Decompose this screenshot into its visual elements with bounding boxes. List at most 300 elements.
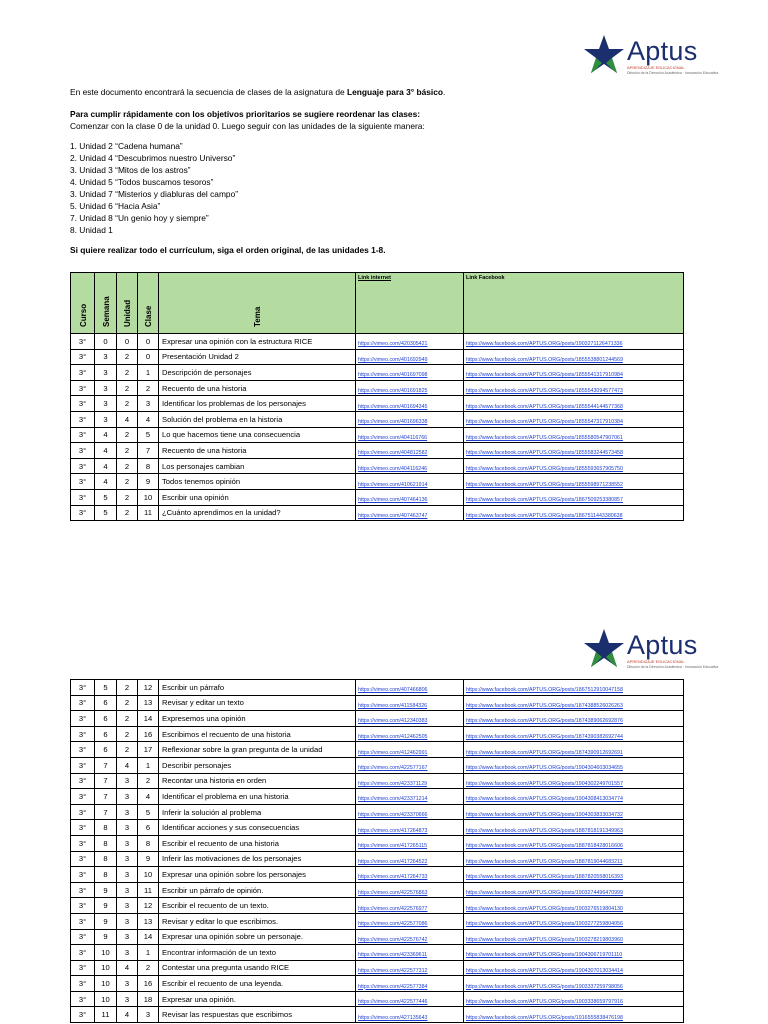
vimeo-link[interactable]: https://vimeo.com/422577384 xyxy=(358,983,428,990)
cell-link-facebook xyxy=(464,976,684,992)
cell-tema: Expresemos una opinión xyxy=(159,711,356,727)
cell-unidad: 2 xyxy=(117,505,138,521)
cell-tema: Recuento de una historia xyxy=(159,380,356,396)
cell-tema: Identificar los problemas de los personajes xyxy=(159,396,356,412)
cell-curso: 3° xyxy=(71,976,95,992)
cell-unidad: 3 xyxy=(117,913,138,929)
cell-link-internet xyxy=(356,365,464,381)
facebook-link[interactable]: https://www.facebook.com/APTUS.ORG/posts/1887818191349963 xyxy=(466,827,623,834)
cell-link-facebook xyxy=(464,882,684,898)
vimeo-link[interactable]: https://vimeo.com/401696338 xyxy=(358,419,428,426)
cell-clase: 9 xyxy=(138,851,159,867)
cell-link-facebook xyxy=(464,365,684,381)
cell-tema: Escribir un párrafo de opinión. xyxy=(159,882,356,898)
cell-link-internet xyxy=(356,851,464,867)
cell-link-internet xyxy=(356,349,464,365)
cell-unidad: 4 xyxy=(117,1007,138,1023)
cell-semana: 5 xyxy=(95,505,117,521)
cell-curso: 3° xyxy=(71,411,95,427)
cell-clase: 5 xyxy=(138,427,159,443)
cell-link-facebook xyxy=(464,380,684,396)
facebook-link[interactable]: https://www.facebook.com/APTUS.ORG/posts/1887820558016393 xyxy=(466,874,623,881)
unit-order-item: 5. Unidad 6 “Hacia Asia” xyxy=(70,201,161,211)
cell-semana: 3 xyxy=(95,380,117,396)
cell-unidad: 2 xyxy=(117,427,138,443)
cell-semana: 6 xyxy=(95,742,117,758)
cell-semana: 4 xyxy=(95,458,117,474)
facebook-link[interactable]: https://www.facebook.com/APTUS.ORG/posts/1887818428016606 xyxy=(466,843,623,850)
facebook-link[interactable]: https://www.facebook.com/APTUS.ORG/posts/1904306719701110 xyxy=(466,952,623,959)
cell-curso: 3° xyxy=(71,680,95,696)
cell-link-internet xyxy=(356,443,464,459)
cell-clase: 16 xyxy=(138,726,159,742)
vimeo-link[interactable]: https://vimeo.com/423371214 xyxy=(358,796,428,803)
cell-unidad: 2 xyxy=(117,680,138,696)
cell-clase: 18 xyxy=(138,991,159,1007)
cell-link-facebook xyxy=(464,680,684,696)
table-row xyxy=(71,349,684,365)
header-link-internet: Link internet xyxy=(356,273,464,334)
vimeo-link[interactable]: https://vimeo.com/412340383 xyxy=(358,718,428,725)
vimeo-link[interactable]: https://vimeo.com/404812582 xyxy=(358,450,428,457)
facebook-link[interactable]: https://www.facebook.com/APTUS.ORG/posts/1903274496470999 xyxy=(466,890,623,897)
cell-semana: 7 xyxy=(95,773,117,789)
vimeo-link[interactable]: https://vimeo.com/422577167 xyxy=(358,765,428,772)
cell-clase: 7 xyxy=(138,443,159,459)
cell-link-facebook xyxy=(464,960,684,976)
cell-curso: 3° xyxy=(71,773,95,789)
table-row xyxy=(71,929,684,945)
facebook-link[interactable]: https://www.facebook.com/APTUS.ORG/posts/1874389062692876 xyxy=(466,718,623,725)
table-row xyxy=(71,695,684,711)
cell-unidad: 3 xyxy=(117,820,138,836)
vimeo-link[interactable]: https://vimeo.com/427135643 xyxy=(358,1014,428,1021)
facebook-link[interactable]: https://www.facebook.com/APTUS.ORG/posts/1904308413034774 xyxy=(466,796,623,803)
cell-semana: 9 xyxy=(95,929,117,945)
unit-order-item: 4. Unidad 5 “Todos buscamos tesoros” xyxy=(70,177,214,187)
cell-link-internet xyxy=(356,411,464,427)
vimeo-link[interactable]: https://vimeo.com/401692949 xyxy=(358,356,428,363)
vimeo-link[interactable]: https://vimeo.com/404116246 xyxy=(358,466,428,473)
cell-link-facebook xyxy=(464,334,684,350)
vimeo-link[interactable]: https://vimeo.com/422576977 xyxy=(358,905,428,912)
cell-semana: 5 xyxy=(95,680,117,696)
cell-link-facebook xyxy=(464,1007,684,1023)
cell-unidad: 3 xyxy=(117,976,138,992)
vimeo-link[interactable]: https://vimeo.com/422576863 xyxy=(358,890,428,897)
facebook-link[interactable]: https://www.facebook.com/APTUS.ORG/posts/1867511443380638 xyxy=(466,512,623,519)
table-row xyxy=(71,991,684,1007)
cell-link-facebook xyxy=(464,711,684,727)
cell-tema: Revisar las respuestas que escribimos xyxy=(159,1007,356,1023)
facebook-link[interactable]: https://www.facebook.com/APTUS.ORG/posts/1904303833034732 xyxy=(466,812,623,819)
cell-clase: 4 xyxy=(138,789,159,805)
facebook-link[interactable]: https://www.facebook.com/APTUS.ORG/posts/1916555838476198 xyxy=(466,1014,623,1021)
cell-link-internet xyxy=(356,960,464,976)
cell-semana: 10 xyxy=(95,976,117,992)
cell-semana: 10 xyxy=(95,991,117,1007)
star-logo-icon xyxy=(582,627,626,671)
table-row xyxy=(71,726,684,742)
cell-semana: 8 xyxy=(95,851,117,867)
unit-order-list xyxy=(70,140,710,236)
facebook-link[interactable]: https://www.facebook.com/APTUS.ORG/posts/1855547317910384 xyxy=(466,419,623,426)
cell-tema: Escribir un párrafo xyxy=(159,680,356,696)
table-row xyxy=(71,898,684,914)
cell-curso: 3° xyxy=(71,867,95,883)
cell-curso: 3° xyxy=(71,804,95,820)
cell-curso: 3° xyxy=(71,913,95,929)
cell-unidad: 2 xyxy=(117,489,138,505)
cell-curso: 3° xyxy=(71,396,95,412)
cell-curso: 3° xyxy=(71,443,95,459)
vimeo-link[interactable]: https://vimeo.com/417264522 xyxy=(358,858,428,865)
cell-semana: 7 xyxy=(95,804,117,820)
cell-link-internet xyxy=(356,773,464,789)
cell-curso: 3° xyxy=(71,945,95,961)
cell-curso: 3° xyxy=(71,365,95,381)
cell-tema: Revisar y editar lo que escribimos. xyxy=(159,913,356,929)
logo-wordmark: Aptus xyxy=(627,36,698,66)
cell-tema: Lo que hacemos tiene una consecuencia xyxy=(159,427,356,443)
cell-tema: Reflexionar sobre la gran pregunta de la unidad xyxy=(159,742,356,758)
class-table-page-1 xyxy=(70,272,684,521)
cell-clase: 14 xyxy=(138,711,159,727)
cell-link-internet xyxy=(356,489,464,505)
facebook-link[interactable]: https://www.facebook.com/APTUS.ORG/posts/1903277259804056 xyxy=(466,921,623,928)
cell-semana: 7 xyxy=(95,789,117,805)
table-row xyxy=(71,334,684,350)
vimeo-link[interactable]: https://vimeo.com/417264873 xyxy=(358,827,428,834)
cell-clase: 1 xyxy=(138,945,159,961)
logo-subtag: Difusión de la Dirección Académica · Innovación Educativa xyxy=(627,665,719,669)
facebook-link[interactable]: https://www.facebook.com/APTUS.ORG/posts/1874388526026263 xyxy=(466,702,623,709)
header-curso: Curso xyxy=(71,273,95,334)
cell-semana: 8 xyxy=(95,820,117,836)
cell-curso: 3° xyxy=(71,505,95,521)
table-row xyxy=(71,913,684,929)
cell-clase: 10 xyxy=(138,867,159,883)
cell-clase: 2 xyxy=(138,960,159,976)
vimeo-link[interactable]: https://vimeo.com/423369611 xyxy=(358,952,428,959)
unit-order-item: 2. Unidad 4 “Descubrimos nuestro Universo” xyxy=(70,153,236,163)
header-tema: Tema xyxy=(159,273,356,334)
cell-clase: 1 xyxy=(138,757,159,773)
cell-curso: 3° xyxy=(71,458,95,474)
cell-unidad: 3 xyxy=(117,991,138,1007)
table-row xyxy=(71,458,684,474)
facebook-link[interactable]: https://www.facebook.com/APTUS.ORG/posts/1904304603034655 xyxy=(466,765,623,772)
cell-curso: 3° xyxy=(71,695,95,711)
cell-unidad: 3 xyxy=(117,898,138,914)
cell-clase: 5 xyxy=(138,804,159,820)
cell-curso: 3° xyxy=(71,474,95,490)
vimeo-link[interactable]: https://vimeo.com/404116766 xyxy=(358,434,428,441)
cell-semana: 10 xyxy=(95,960,117,976)
cell-tema: Encontrar información de un texto xyxy=(159,945,356,961)
vimeo-link[interactable]: https://vimeo.com/422577086 xyxy=(358,921,428,928)
cell-link-facebook xyxy=(464,991,684,1007)
cell-tema: Expresar una opinión sobre los personajes xyxy=(159,867,356,883)
cell-link-facebook xyxy=(464,898,684,914)
facebook-link[interactable]: https://www.facebook.com/APTUS.ORG/posts/1855538801244569 xyxy=(466,356,623,363)
cell-link-facebook xyxy=(464,474,684,490)
vimeo-link[interactable]: https://vimeo.com/401694345 xyxy=(358,403,428,410)
cell-semana: 3 xyxy=(95,411,117,427)
cell-link-facebook xyxy=(464,443,684,459)
vimeo-link[interactable]: https://vimeo.com/420305421 xyxy=(358,341,428,348)
cell-tema: Contestar una pregunta usando RICE xyxy=(159,960,356,976)
vimeo-link[interactable]: https://vimeo.com/422577446 xyxy=(358,999,428,1006)
cell-clase: 11 xyxy=(138,505,159,521)
cell-tema: ¿Cuánto aprendimos en la unidad? xyxy=(159,505,356,521)
cell-link-internet xyxy=(356,695,464,711)
cell-link-facebook xyxy=(464,396,684,412)
star-logo-icon xyxy=(582,33,626,77)
cell-clase: 2 xyxy=(138,380,159,396)
cell-unidad: 2 xyxy=(117,742,138,758)
cell-tema: Expresar una opinión con la estructura RICE xyxy=(159,334,356,350)
table-row xyxy=(71,742,684,758)
intro-line-2: Para cumplir rápidamente con los objetivos prioritarios se sugiere reordenar las clases: xyxy=(70,109,421,119)
vimeo-link[interactable]: https://vimeo.com/423371129 xyxy=(358,780,428,787)
cell-link-facebook xyxy=(464,695,684,711)
facebook-link[interactable]: https://www.facebook.com/APTUS.ORG/posts/1903271126471336 xyxy=(466,341,623,348)
cell-curso: 3° xyxy=(71,898,95,914)
table-row xyxy=(71,680,684,696)
cell-unidad: 2 xyxy=(117,726,138,742)
table-row xyxy=(71,411,684,427)
cell-curso: 3° xyxy=(71,1007,95,1023)
cell-unidad: 3 xyxy=(117,929,138,945)
vimeo-link[interactable]: https://vimeo.com/401697098 xyxy=(358,372,428,379)
cell-clase: 11 xyxy=(138,882,159,898)
cell-curso: 3° xyxy=(71,991,95,1007)
cell-tema: Escribir una opinión xyxy=(159,489,356,505)
table-row xyxy=(71,789,684,805)
facebook-link[interactable]: https://www.facebook.com/APTUS.ORG/posts/1904302249701557 xyxy=(466,780,623,787)
table-row xyxy=(71,804,684,820)
unit-order-item: 1. Unidad 2 “Cadena humana” xyxy=(70,141,183,151)
cell-link-facebook xyxy=(464,789,684,805)
cell-semana: 3 xyxy=(95,349,117,365)
cell-link-internet xyxy=(356,757,464,773)
cell-link-facebook xyxy=(464,773,684,789)
cell-clase: 12 xyxy=(138,898,159,914)
vimeo-link[interactable]: https://vimeo.com/412462505 xyxy=(358,734,428,741)
cell-unidad: 3 xyxy=(117,773,138,789)
cell-tema: Escribir el recuento de una leyenda. xyxy=(159,976,356,992)
cell-link-facebook xyxy=(464,851,684,867)
cell-curso: 3° xyxy=(71,726,95,742)
cell-clase: 6 xyxy=(138,820,159,836)
cell-clase: 16 xyxy=(138,976,159,992)
cell-link-facebook xyxy=(464,505,684,521)
facebook-link[interactable]: https://www.facebook.com/APTUS.ORG/posts/1855583244573458 xyxy=(466,450,623,457)
cell-unidad: 2 xyxy=(117,458,138,474)
cell-semana: 9 xyxy=(95,913,117,929)
cell-clase: 12 xyxy=(138,680,159,696)
table-row xyxy=(71,945,684,961)
class-table-page-2 xyxy=(70,679,684,1023)
cell-link-internet xyxy=(356,867,464,883)
cell-clase: 13 xyxy=(138,695,159,711)
cell-link-internet xyxy=(356,835,464,851)
facebook-link[interactable]: https://www.facebook.com/APTUS.ORG/posts/1855598971238552 xyxy=(466,481,623,488)
vimeo-link[interactable]: https://vimeo.com/423370666 xyxy=(358,812,428,819)
vimeo-link[interactable]: https://vimeo.com/417265115 xyxy=(358,843,428,850)
cell-curso: 3° xyxy=(71,427,95,443)
facebook-link[interactable]: https://www.facebook.com/APTUS.ORG/posts/1855593657905750 xyxy=(466,466,623,473)
intro-line-3: Comenzar con la clase 0 de la unidad 0. Luego seguir con las unidades de la siguiente manera: xyxy=(70,121,425,131)
cell-clase: 13 xyxy=(138,913,159,929)
vimeo-link[interactable]: https://vimeo.com/412462991 xyxy=(358,749,428,756)
vimeo-link[interactable]: https://vimeo.com/417264733 xyxy=(358,874,428,881)
table-row xyxy=(71,380,684,396)
cell-semana: 4 xyxy=(95,427,117,443)
table-row xyxy=(71,882,684,898)
aptus-logo xyxy=(582,33,719,83)
vimeo-link[interactable]: https://vimeo.com/422576742 xyxy=(358,936,428,943)
table-row xyxy=(71,867,684,883)
vimeo-link[interactable]: https://vimeo.com/407464136 xyxy=(358,497,428,504)
cell-tema: Recontar una historia en orden xyxy=(159,773,356,789)
cell-link-facebook xyxy=(464,913,684,929)
cell-link-internet xyxy=(356,474,464,490)
intro-closing: Si quiere realizar todo el currículum, siga el orden original, de las unidades 1-8. xyxy=(70,245,386,255)
cell-link-internet xyxy=(356,945,464,961)
header-clase: Clase xyxy=(138,273,159,334)
cell-unidad: 2 xyxy=(117,365,138,381)
cell-clase: 3 xyxy=(138,1007,159,1023)
facebook-link[interactable]: https://www.facebook.com/APTUS.ORG/posts/1855543094577473 xyxy=(466,388,623,395)
cell-tema: Inferir las motivaciones de los personajes xyxy=(159,851,356,867)
cell-unidad: 2 xyxy=(117,711,138,727)
facebook-link[interactable]: https://www.facebook.com/APTUS.ORG/posts/1874390912692691 xyxy=(466,749,623,756)
cell-unidad: 3 xyxy=(117,804,138,820)
cell-tema: Expresar una opinión sobre un personaje. xyxy=(159,929,356,945)
vimeo-link[interactable]: https://vimeo.com/407466806 xyxy=(358,687,428,694)
cell-link-facebook xyxy=(464,945,684,961)
cell-unidad: 3 xyxy=(117,835,138,851)
cell-curso: 3° xyxy=(71,929,95,945)
cell-unidad: 3 xyxy=(117,882,138,898)
cell-curso: 3° xyxy=(71,789,95,805)
cell-tema: Escribir el recuento de una historia xyxy=(159,835,356,851)
facebook-link[interactable]: https://www.facebook.com/APTUS.ORG/posts/1855544144577368 xyxy=(466,403,623,410)
cell-tema: Recuento de una historia xyxy=(159,443,356,459)
cell-link-internet xyxy=(356,396,464,412)
cell-semana: 4 xyxy=(95,443,117,459)
vimeo-link[interactable]: https://vimeo.com/422577312 xyxy=(358,967,428,974)
cell-unidad: 2 xyxy=(117,349,138,365)
cell-link-facebook xyxy=(464,349,684,365)
cell-unidad: 4 xyxy=(117,757,138,773)
cell-tema: Solución del problema en la historia xyxy=(159,411,356,427)
cell-unidad: 3 xyxy=(117,789,138,805)
cell-semana: 9 xyxy=(95,882,117,898)
cell-link-internet xyxy=(356,976,464,992)
facebook-link[interactable]: https://www.facebook.com/APTUS.ORG/posts/1904307013034414 xyxy=(466,967,623,974)
cell-link-internet xyxy=(356,334,464,350)
cell-clase: 8 xyxy=(138,835,159,851)
cell-link-facebook xyxy=(464,929,684,945)
table-row xyxy=(71,474,684,490)
cell-unidad: 2 xyxy=(117,380,138,396)
table-row xyxy=(71,976,684,992)
cell-tema: Escribir el recuento de un texto. xyxy=(159,898,356,914)
cell-link-facebook xyxy=(464,867,684,883)
unit-order-item: 8. Unidad 1 xyxy=(70,225,113,235)
cell-link-internet xyxy=(356,882,464,898)
cell-tema: Describir personajes xyxy=(159,757,356,773)
cell-semana: 6 xyxy=(95,726,117,742)
cell-semana: 11 xyxy=(95,1007,117,1023)
cell-tema: Revisar y editar un texto xyxy=(159,695,356,711)
cell-clase: 8 xyxy=(138,458,159,474)
table-row xyxy=(71,773,684,789)
cell-tema: Todos tenemos opinión xyxy=(159,474,356,490)
facebook-link[interactable]: https://www.facebook.com/APTUS.ORG/posts/1874390382692744 xyxy=(466,734,623,741)
vimeo-link[interactable]: https://vimeo.com/410621914 xyxy=(358,481,428,488)
cell-tema: Identificar el problema en una historia xyxy=(159,789,356,805)
facebook-link[interactable]: https://www.facebook.com/APTUS.ORG/posts/1903337259798056 xyxy=(466,983,623,990)
cell-unidad: 3 xyxy=(117,867,138,883)
facebook-link[interactable]: https://www.facebook.com/APTUS.ORG/posts/1887819044683211 xyxy=(466,858,623,865)
cell-tema: Escribimos el recuento de una historia xyxy=(159,726,356,742)
facebook-link[interactable]: https://www.facebook.com/APTUS.ORG/posts/1867509253380857 xyxy=(466,497,623,504)
cell-semana: 0 xyxy=(95,334,117,350)
table-row xyxy=(71,835,684,851)
cell-semana: 7 xyxy=(95,757,117,773)
cell-link-facebook xyxy=(464,458,684,474)
cell-unidad: 3 xyxy=(117,945,138,961)
cell-link-facebook xyxy=(464,489,684,505)
unit-order-item: 7. Unidad 8 “Un genio hoy y siempre” xyxy=(70,213,209,223)
cell-semana: 3 xyxy=(95,365,117,381)
facebook-link[interactable]: https://www.facebook.com/APTUS.ORG/posts/1903278219803960 xyxy=(466,936,623,943)
cell-tema: Presentación Unidad 2 xyxy=(159,349,356,365)
facebook-link[interactable]: https://www.facebook.com/APTUS.ORG/posts/1903338659797916 xyxy=(466,999,623,1006)
cell-unidad: 2 xyxy=(117,474,138,490)
logo-subtag: Difusión de la Dirección Académica · Innovación Educativa xyxy=(627,71,719,75)
logo-tagline: APRENDIZAJE EDUCACIONAL xyxy=(627,65,685,70)
table-row xyxy=(71,505,684,521)
unit-order-item: 3. Unidad 7 “Misterios y diabluras del campo” xyxy=(70,189,239,199)
cell-link-internet xyxy=(356,680,464,696)
facebook-link[interactable]: https://www.facebook.com/APTUS.ORG/posts/1855541317910984 xyxy=(466,372,623,379)
facebook-link[interactable]: https://www.facebook.com/APTUS.ORG/posts/1867512910047158 xyxy=(466,687,623,694)
vimeo-link[interactable]: https://vimeo.com/401691825 xyxy=(358,388,428,395)
cell-semana: 8 xyxy=(95,835,117,851)
cell-semana: 10 xyxy=(95,945,117,961)
cell-unidad: 2 xyxy=(117,695,138,711)
table-row xyxy=(71,711,684,727)
table-row xyxy=(71,820,684,836)
cell-clase: 14 xyxy=(138,929,159,945)
cell-curso: 3° xyxy=(71,742,95,758)
cell-tema: Inferir la solución al problema xyxy=(159,804,356,820)
facebook-link[interactable]: https://www.facebook.com/APTUS.ORG/posts/1855580547907061 xyxy=(466,434,623,441)
cell-link-internet xyxy=(356,427,464,443)
vimeo-link[interactable]: https://vimeo.com/407463747 xyxy=(358,512,428,519)
cell-unidad: 0 xyxy=(117,334,138,350)
cell-clase: 17 xyxy=(138,742,159,758)
facebook-link[interactable]: https://www.facebook.com/APTUS.ORG/posts/1903276519804130 xyxy=(466,905,623,912)
cell-link-internet xyxy=(356,804,464,820)
vimeo-link[interactable]: https://vimeo.com/411584326 xyxy=(358,702,428,709)
table-row xyxy=(71,1007,684,1023)
